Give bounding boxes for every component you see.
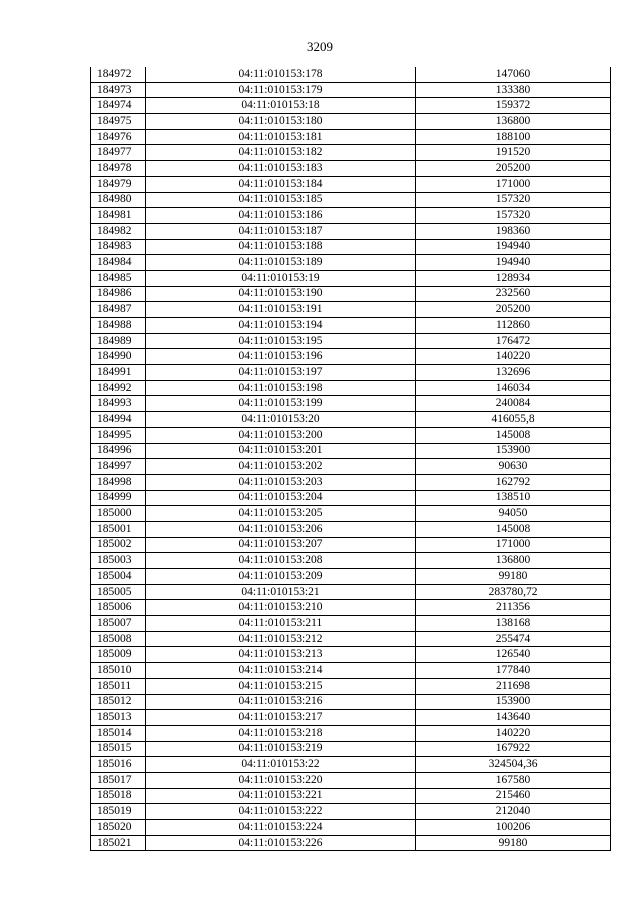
row-number-cell: 185019 [91, 804, 146, 820]
row-number-cell: 185021 [91, 835, 146, 851]
row-number-cell: 184979 [91, 176, 146, 192]
value-cell: 146034 [416, 380, 611, 396]
row-number-cell: 185008 [91, 631, 146, 647]
cadastral-number-cell: 04:11:010153:222 [146, 804, 416, 820]
table-row [91, 302, 611, 318]
value-cell: 126540 [416, 647, 611, 663]
row-number-cell: 184983 [91, 239, 146, 255]
cadastral-number-cell: 04:11:010153:199 [146, 396, 416, 412]
value-cell: 132696 [416, 365, 611, 381]
row-number-cell: 185016 [91, 757, 146, 773]
table-row [91, 663, 611, 679]
cadastral-number-cell: 04:11:010153:185 [146, 192, 416, 208]
value-cell: 167922 [416, 741, 611, 757]
row-number-cell: 184995 [91, 427, 146, 443]
value-cell: 177840 [416, 663, 611, 679]
table-row [91, 396, 611, 412]
row-number-cell: 185001 [91, 521, 146, 537]
table-row [91, 835, 611, 851]
table-row [91, 788, 611, 804]
row-number-cell: 184993 [91, 396, 146, 412]
table-row [91, 772, 611, 788]
cadastral-number-cell: 04:11:010153:21 [146, 584, 416, 600]
value-cell: 90630 [416, 459, 611, 475]
value-cell: 145008 [416, 521, 611, 537]
value-cell: 205200 [416, 161, 611, 177]
table-row [91, 98, 611, 114]
row-number-cell: 184980 [91, 192, 146, 208]
cadastral-number-cell: 04:11:010153:194 [146, 318, 416, 334]
row-number-cell: 184988 [91, 318, 146, 334]
cadastral-number-cell: 04:11:010153:226 [146, 835, 416, 851]
cadastral-number-cell: 04:11:010153:198 [146, 380, 416, 396]
cadastral-number-cell: 04:11:010153:205 [146, 506, 416, 522]
value-cell: 194940 [416, 239, 611, 255]
value-cell: 240084 [416, 396, 611, 412]
value-cell: 157320 [416, 208, 611, 224]
row-number-cell: 184977 [91, 145, 146, 161]
value-cell: 157320 [416, 192, 611, 208]
value-cell: 99180 [416, 835, 611, 851]
value-cell: 191520 [416, 145, 611, 161]
row-number-cell: 185010 [91, 663, 146, 679]
value-cell: 215460 [416, 788, 611, 804]
table-row [91, 521, 611, 537]
row-number-cell: 184986 [91, 286, 146, 302]
value-cell: 140220 [416, 725, 611, 741]
table-row [91, 427, 611, 443]
table-row [91, 223, 611, 239]
cadastral-number-cell: 04:11:010153:210 [146, 600, 416, 616]
row-number-cell: 185002 [91, 537, 146, 553]
table-row [91, 129, 611, 145]
table-row [91, 192, 611, 208]
value-cell: 145008 [416, 427, 611, 443]
cadastral-number-cell: 04:11:010153:186 [146, 208, 416, 224]
cadastral-number-cell: 04:11:010153:224 [146, 820, 416, 836]
table-row [91, 553, 611, 569]
value-cell: 136800 [416, 553, 611, 569]
value-cell: 136800 [416, 114, 611, 130]
page-number: 3209 [307, 39, 333, 54]
value-cell: 140220 [416, 349, 611, 365]
table-row [91, 82, 611, 98]
value-cell: 128934 [416, 270, 611, 286]
cadastral-number-cell: 04:11:010153:19 [146, 270, 416, 286]
table-row [91, 412, 611, 428]
value-cell: 416055,8 [416, 412, 611, 428]
table-row [91, 490, 611, 506]
cadastral-number-cell: 04:11:010153:220 [146, 772, 416, 788]
value-cell: 198360 [416, 223, 611, 239]
row-number-cell: 185005 [91, 584, 146, 600]
table-row [91, 365, 611, 381]
value-cell: 211698 [416, 678, 611, 694]
row-number-cell: 184975 [91, 114, 146, 130]
table-row [91, 318, 611, 334]
value-cell: 171000 [416, 176, 611, 192]
table-row [91, 804, 611, 820]
table-row [91, 349, 611, 365]
table-row [91, 678, 611, 694]
cadastral-number-cell: 04:11:010153:217 [146, 710, 416, 726]
row-number-cell: 184973 [91, 82, 146, 98]
row-number-cell: 184996 [91, 443, 146, 459]
cadastral-number-cell: 04:11:010153:202 [146, 459, 416, 475]
table-row [91, 694, 611, 710]
table-row [91, 631, 611, 647]
table-body [91, 67, 611, 851]
cadastral-number-cell: 04:11:010153:201 [146, 443, 416, 459]
table-row [91, 255, 611, 271]
table-row [91, 459, 611, 475]
cadastral-number-cell: 04:11:010153:197 [146, 365, 416, 381]
row-number-cell: 185009 [91, 647, 146, 663]
row-number-cell: 185018 [91, 788, 146, 804]
row-number-cell: 185013 [91, 710, 146, 726]
cadastral-number-cell: 04:11:010153:18 [146, 98, 416, 114]
row-number-cell: 184997 [91, 459, 146, 475]
table-row [91, 333, 611, 349]
cadastral-number-cell: 04:11:010153:180 [146, 114, 416, 130]
cadastral-number-cell: 04:11:010153:213 [146, 647, 416, 663]
value-cell: 194940 [416, 255, 611, 271]
table-row [91, 600, 611, 616]
cadastral-number-cell: 04:11:010153:183 [146, 161, 416, 177]
table-row [91, 443, 611, 459]
cadastral-number-cell: 04:11:010153:187 [146, 223, 416, 239]
row-number-cell: 185011 [91, 678, 146, 694]
cadastral-number-cell: 04:11:010153:200 [146, 427, 416, 443]
value-cell: 188100 [416, 129, 611, 145]
cadastral-number-cell: 04:11:010153:212 [146, 631, 416, 647]
table-row [91, 176, 611, 192]
row-number-cell: 184985 [91, 270, 146, 286]
cadastral-number-cell: 04:11:010153:209 [146, 569, 416, 585]
table-row [91, 725, 611, 741]
cadastral-number-cell: 04:11:010153:191 [146, 302, 416, 318]
value-cell: 153900 [416, 443, 611, 459]
cadastral-number-cell: 04:11:010153:211 [146, 616, 416, 632]
cadastral-number-cell: 04:11:010153:189 [146, 255, 416, 271]
value-cell: 94050 [416, 506, 611, 522]
cadastral-number-cell: 04:11:010153:188 [146, 239, 416, 255]
cadastral-number-cell: 04:11:010153:182 [146, 145, 416, 161]
table-row [91, 741, 611, 757]
row-number-cell: 185004 [91, 569, 146, 585]
row-number-cell: 185006 [91, 600, 146, 616]
cadastral-number-cell: 04:11:010153:206 [146, 521, 416, 537]
value-cell: 205200 [416, 302, 611, 318]
value-cell: 159372 [416, 98, 611, 114]
cadastral-number-cell: 04:11:010153:190 [146, 286, 416, 302]
row-number-cell: 185000 [91, 506, 146, 522]
value-cell: 138510 [416, 490, 611, 506]
cadastral-number-cell: 04:11:010153:20 [146, 412, 416, 428]
table-row [91, 286, 611, 302]
cadastral-number-cell: 04:11:010153:195 [146, 333, 416, 349]
table-row [91, 161, 611, 177]
cadastral-number-cell: 04:11:010153:196 [146, 349, 416, 365]
table-row [91, 537, 611, 553]
value-cell: 138168 [416, 616, 611, 632]
table-row [91, 757, 611, 773]
table-row [91, 584, 611, 600]
row-number-cell: 184987 [91, 302, 146, 318]
row-number-cell: 184982 [91, 223, 146, 239]
value-cell: 99180 [416, 569, 611, 585]
value-cell: 211356 [416, 600, 611, 616]
cadastral-number-cell: 04:11:010153:215 [146, 678, 416, 694]
row-number-cell: 184994 [91, 412, 146, 428]
table-row [91, 616, 611, 632]
row-number-cell: 184999 [91, 490, 146, 506]
value-cell: 133380 [416, 82, 611, 98]
cadastral-number-cell: 04:11:010153:203 [146, 474, 416, 490]
value-cell: 324504,36 [416, 757, 611, 773]
data-table [90, 67, 611, 851]
table-row [91, 208, 611, 224]
row-number-cell: 184984 [91, 255, 146, 271]
value-cell: 212040 [416, 804, 611, 820]
value-cell: 147060 [416, 67, 611, 82]
cadastral-number-cell: 04:11:010153:216 [146, 694, 416, 710]
value-cell: 162792 [416, 474, 611, 490]
table-row [91, 569, 611, 585]
cadastral-number-cell: 04:11:010153:219 [146, 741, 416, 757]
cadastral-number-cell: 04:11:010153:207 [146, 537, 416, 553]
value-cell: 100206 [416, 820, 611, 836]
value-cell: 153900 [416, 694, 611, 710]
row-number-cell: 184991 [91, 365, 146, 381]
row-number-cell: 185017 [91, 772, 146, 788]
table-row [91, 474, 611, 490]
value-cell: 176472 [416, 333, 611, 349]
value-cell: 167580 [416, 772, 611, 788]
table-row [91, 820, 611, 836]
table-row [91, 270, 611, 286]
value-cell: 283780,72 [416, 584, 611, 600]
table-row [91, 145, 611, 161]
row-number-cell: 184992 [91, 380, 146, 396]
row-number-cell: 184972 [91, 67, 146, 82]
table-row [91, 710, 611, 726]
table-row [91, 380, 611, 396]
cadastral-number-cell: 04:11:010153:221 [146, 788, 416, 804]
row-number-cell: 184989 [91, 333, 146, 349]
value-cell: 255474 [416, 631, 611, 647]
table-row [91, 647, 611, 663]
table-row [91, 506, 611, 522]
row-number-cell: 185012 [91, 694, 146, 710]
cadastral-number-cell: 04:11:010153:184 [146, 176, 416, 192]
cadastral-number-cell: 04:11:010153:214 [146, 663, 416, 679]
row-number-cell: 185015 [91, 741, 146, 757]
cadastral-number-cell: 04:11:010153:179 [146, 82, 416, 98]
row-number-cell: 184978 [91, 161, 146, 177]
row-number-cell: 184981 [91, 208, 146, 224]
cadastral-number-cell: 04:11:010153:208 [146, 553, 416, 569]
cadastral-number-cell: 04:11:010153:204 [146, 490, 416, 506]
row-number-cell: 185020 [91, 820, 146, 836]
row-number-cell: 184990 [91, 349, 146, 365]
row-number-cell: 184976 [91, 129, 146, 145]
cadastral-number-cell: 04:11:010153:218 [146, 725, 416, 741]
value-cell: 112860 [416, 318, 611, 334]
cadastral-number-cell: 04:11:010153:181 [146, 129, 416, 145]
row-number-cell: 185014 [91, 725, 146, 741]
value-cell: 171000 [416, 537, 611, 553]
cadastral-number-cell: 04:11:010153:178 [146, 67, 416, 82]
table-row [91, 67, 611, 82]
value-cell: 232560 [416, 286, 611, 302]
table-row [91, 114, 611, 130]
row-number-cell: 184998 [91, 474, 146, 490]
row-number-cell: 185003 [91, 553, 146, 569]
cadastral-number-cell: 04:11:010153:22 [146, 757, 416, 773]
value-cell: 143640 [416, 710, 611, 726]
row-number-cell: 185007 [91, 616, 146, 632]
row-number-cell: 184974 [91, 98, 146, 114]
table-row [91, 239, 611, 255]
